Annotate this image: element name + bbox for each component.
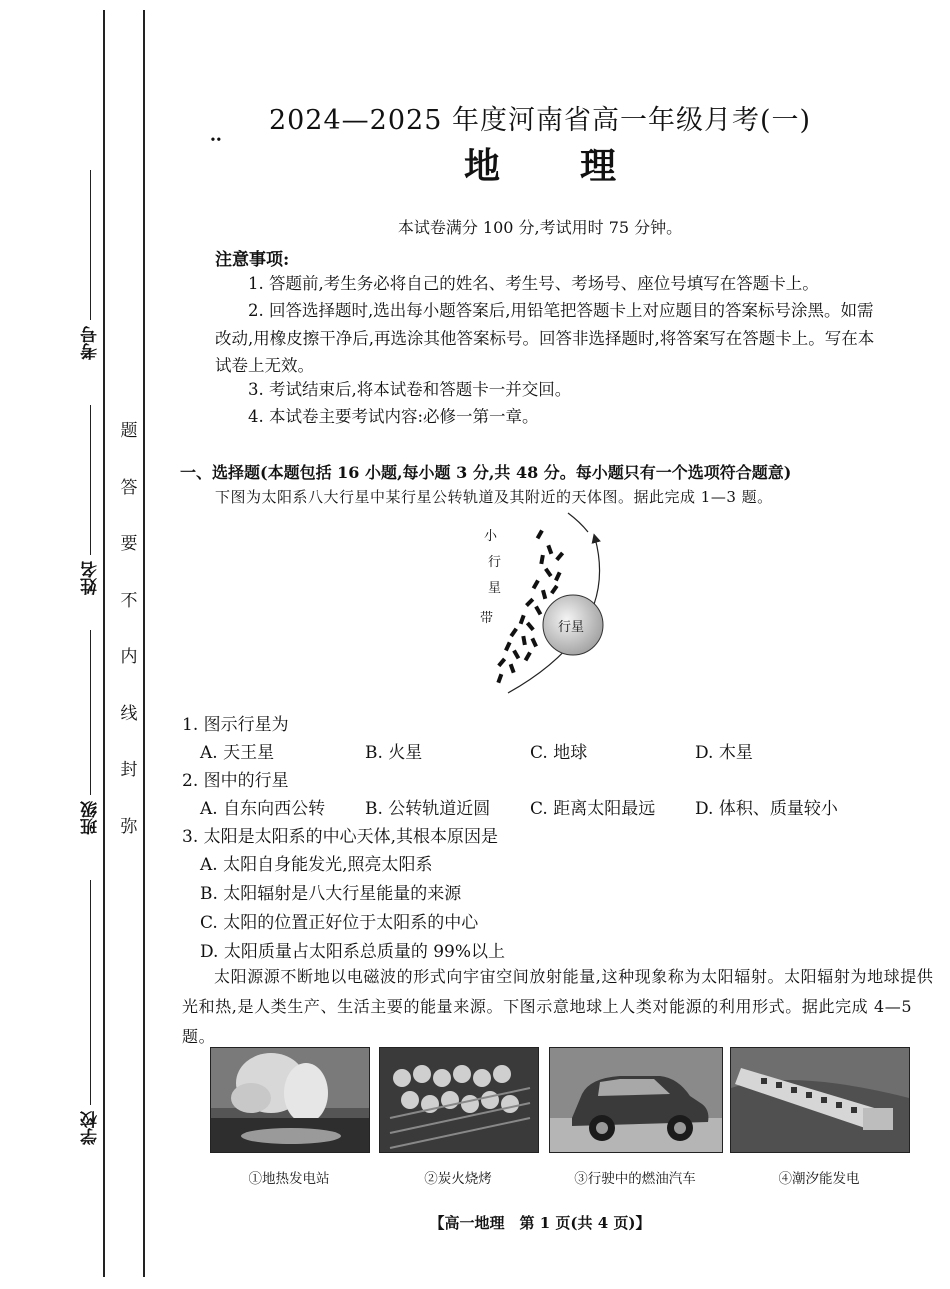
seal-char: 不 — [120, 590, 138, 611]
class-blank — [90, 630, 92, 795]
q1-option-d[interactable]: D. 木星 — [695, 743, 753, 763]
name-blank — [90, 405, 92, 555]
school-blank — [90, 880, 92, 1105]
photo-caption-2: ②炭火烧烤 — [424, 1171, 492, 1187]
photo-caption-1: ①地热发电站 — [248, 1171, 330, 1187]
school-label: 学校 — [81, 1111, 101, 1145]
name-field[interactable] — [78, 395, 103, 595]
notice-item-1: 1. 答题前,考生务必将自己的姓名、考生号、考场号、座位号填写在答题卡上。 — [248, 274, 819, 293]
exam-no-blank — [90, 170, 92, 320]
q2-option-d[interactable]: D. 体积、质量较小 — [695, 799, 838, 819]
seal-char: 题 — [120, 421, 138, 441]
belt-label-char: 行 — [488, 555, 502, 570]
q3-option-c[interactable]: C. 太阳的位置正好位于太阳系的中心 — [200, 913, 479, 933]
class-label: 班级 — [81, 801, 101, 835]
orbit-figure — [470, 510, 630, 700]
question-3-stem: 3. 太阳是太阳系的中心天体,其根本原因是 — [182, 827, 499, 847]
section-lead-in: 下图为太阳系八大行星中某行星公转轨道及其附近的天体图。据此完成 1—3 题。 — [215, 488, 773, 506]
seal-char: 内 — [120, 647, 138, 667]
seal-char: 答 — [120, 477, 138, 498]
q1-option-c[interactable]: C. 地球 — [530, 743, 588, 763]
seal-char: 封 — [120, 760, 138, 780]
belt-label-char: 小 — [484, 529, 498, 544]
page-footer: 【高一地理 第 1 页(共 4 页)】 — [429, 1214, 651, 1232]
notice-item-3: 3. 考试结束后,将本试卷和答题卡一并交回。 — [248, 380, 572, 399]
photo-caption-4: ④潮汐能发电 — [778, 1171, 860, 1187]
question-2-stem: 2. 图中的行星 — [182, 771, 289, 791]
belt-label-char: 带 — [480, 611, 494, 626]
q2-option-a[interactable]: A. 自东向西公转 — [200, 799, 326, 819]
seal-char: 弥 — [120, 816, 138, 837]
stray-mark: ∙∙ — [210, 132, 222, 146]
photo-charcoal-grill — [379, 1047, 539, 1153]
exam-no-field[interactable] — [78, 150, 103, 360]
notice-heading: 注意事项: — [215, 250, 290, 270]
q3-option-d[interactable]: D. 太阳质量占太阳系总质量的 99%以上 — [200, 942, 506, 962]
name-label: 姓名 — [81, 561, 101, 595]
q1-option-b[interactable]: B. 火星 — [365, 743, 423, 763]
exam-no-label: 考号 — [81, 326, 101, 360]
exam-title: 2024—2025 年度河南省高一年级月考(一) — [268, 105, 812, 136]
belt-label-char: 星 — [488, 581, 502, 596]
planet-label: 行星 — [558, 620, 585, 635]
section-heading: 一、选择题(本题包括 16 小题,每小题 3 分,共 48 分。每小题只有一个选项符合题意) — [180, 463, 792, 482]
seal-char: 线 — [120, 703, 138, 724]
question-1-stem: 1. 图示行星为 — [182, 715, 289, 735]
q2-option-c[interactable]: C. 距离太阳最远 — [530, 799, 656, 819]
class-field[interactable] — [78, 620, 103, 835]
notice-item-2: 2. 回答选择题时,选出每小题答案后,用铅笔把答题卡上对应题目的答案标号涂黑。如需改动,用橡皮擦干净后,再选涂其他答案标号。回答非选择题时,将答案写在答题卡上。写在本试卷上无效。 — [215, 301, 875, 375]
seal-char: 要 — [120, 534, 138, 554]
belt-label — [480, 524, 504, 632]
exam-intro: 本试卷满分 100 分,考试用时 75 分钟。 — [397, 218, 683, 237]
q3-option-a[interactable]: A. 太阳自身能发光,照亮太阳系 — [200, 855, 433, 875]
subject-title: 地理 — [463, 146, 696, 187]
seal-line-notice — [118, 420, 140, 872]
photo-fuel-car — [549, 1047, 723, 1153]
photo-geothermal-plant — [210, 1047, 370, 1153]
q2-option-b[interactable]: B. 公转轨道近圆 — [365, 799, 491, 819]
q1-option-a[interactable]: A. 天王星 — [200, 743, 275, 763]
binding-line-inner — [143, 10, 145, 1277]
notice-item-4: 4. 本试卷主要考试内容:必修一第一章。 — [248, 407, 539, 426]
q3-option-b[interactable]: B. 太阳辐射是八大行星能量的来源 — [200, 884, 462, 904]
photo-caption-3: ③行驶中的燃油汽车 — [574, 1171, 696, 1187]
passage-4-5: 太阳源源不断地以电磁波的形式向宇宙空间放射能量,这种现象称为太阳辐射。太阳辐射为地球提供光和热,是人类生产、生活主要的能量来源。下图示意地球上人类对能源的利用形式。据此完成 4—5 题。 — [182, 967, 934, 1046]
photo-tidal-power — [730, 1047, 910, 1153]
school-field[interactable] — [78, 870, 103, 1145]
binding-line-outer — [103, 10, 105, 1277]
